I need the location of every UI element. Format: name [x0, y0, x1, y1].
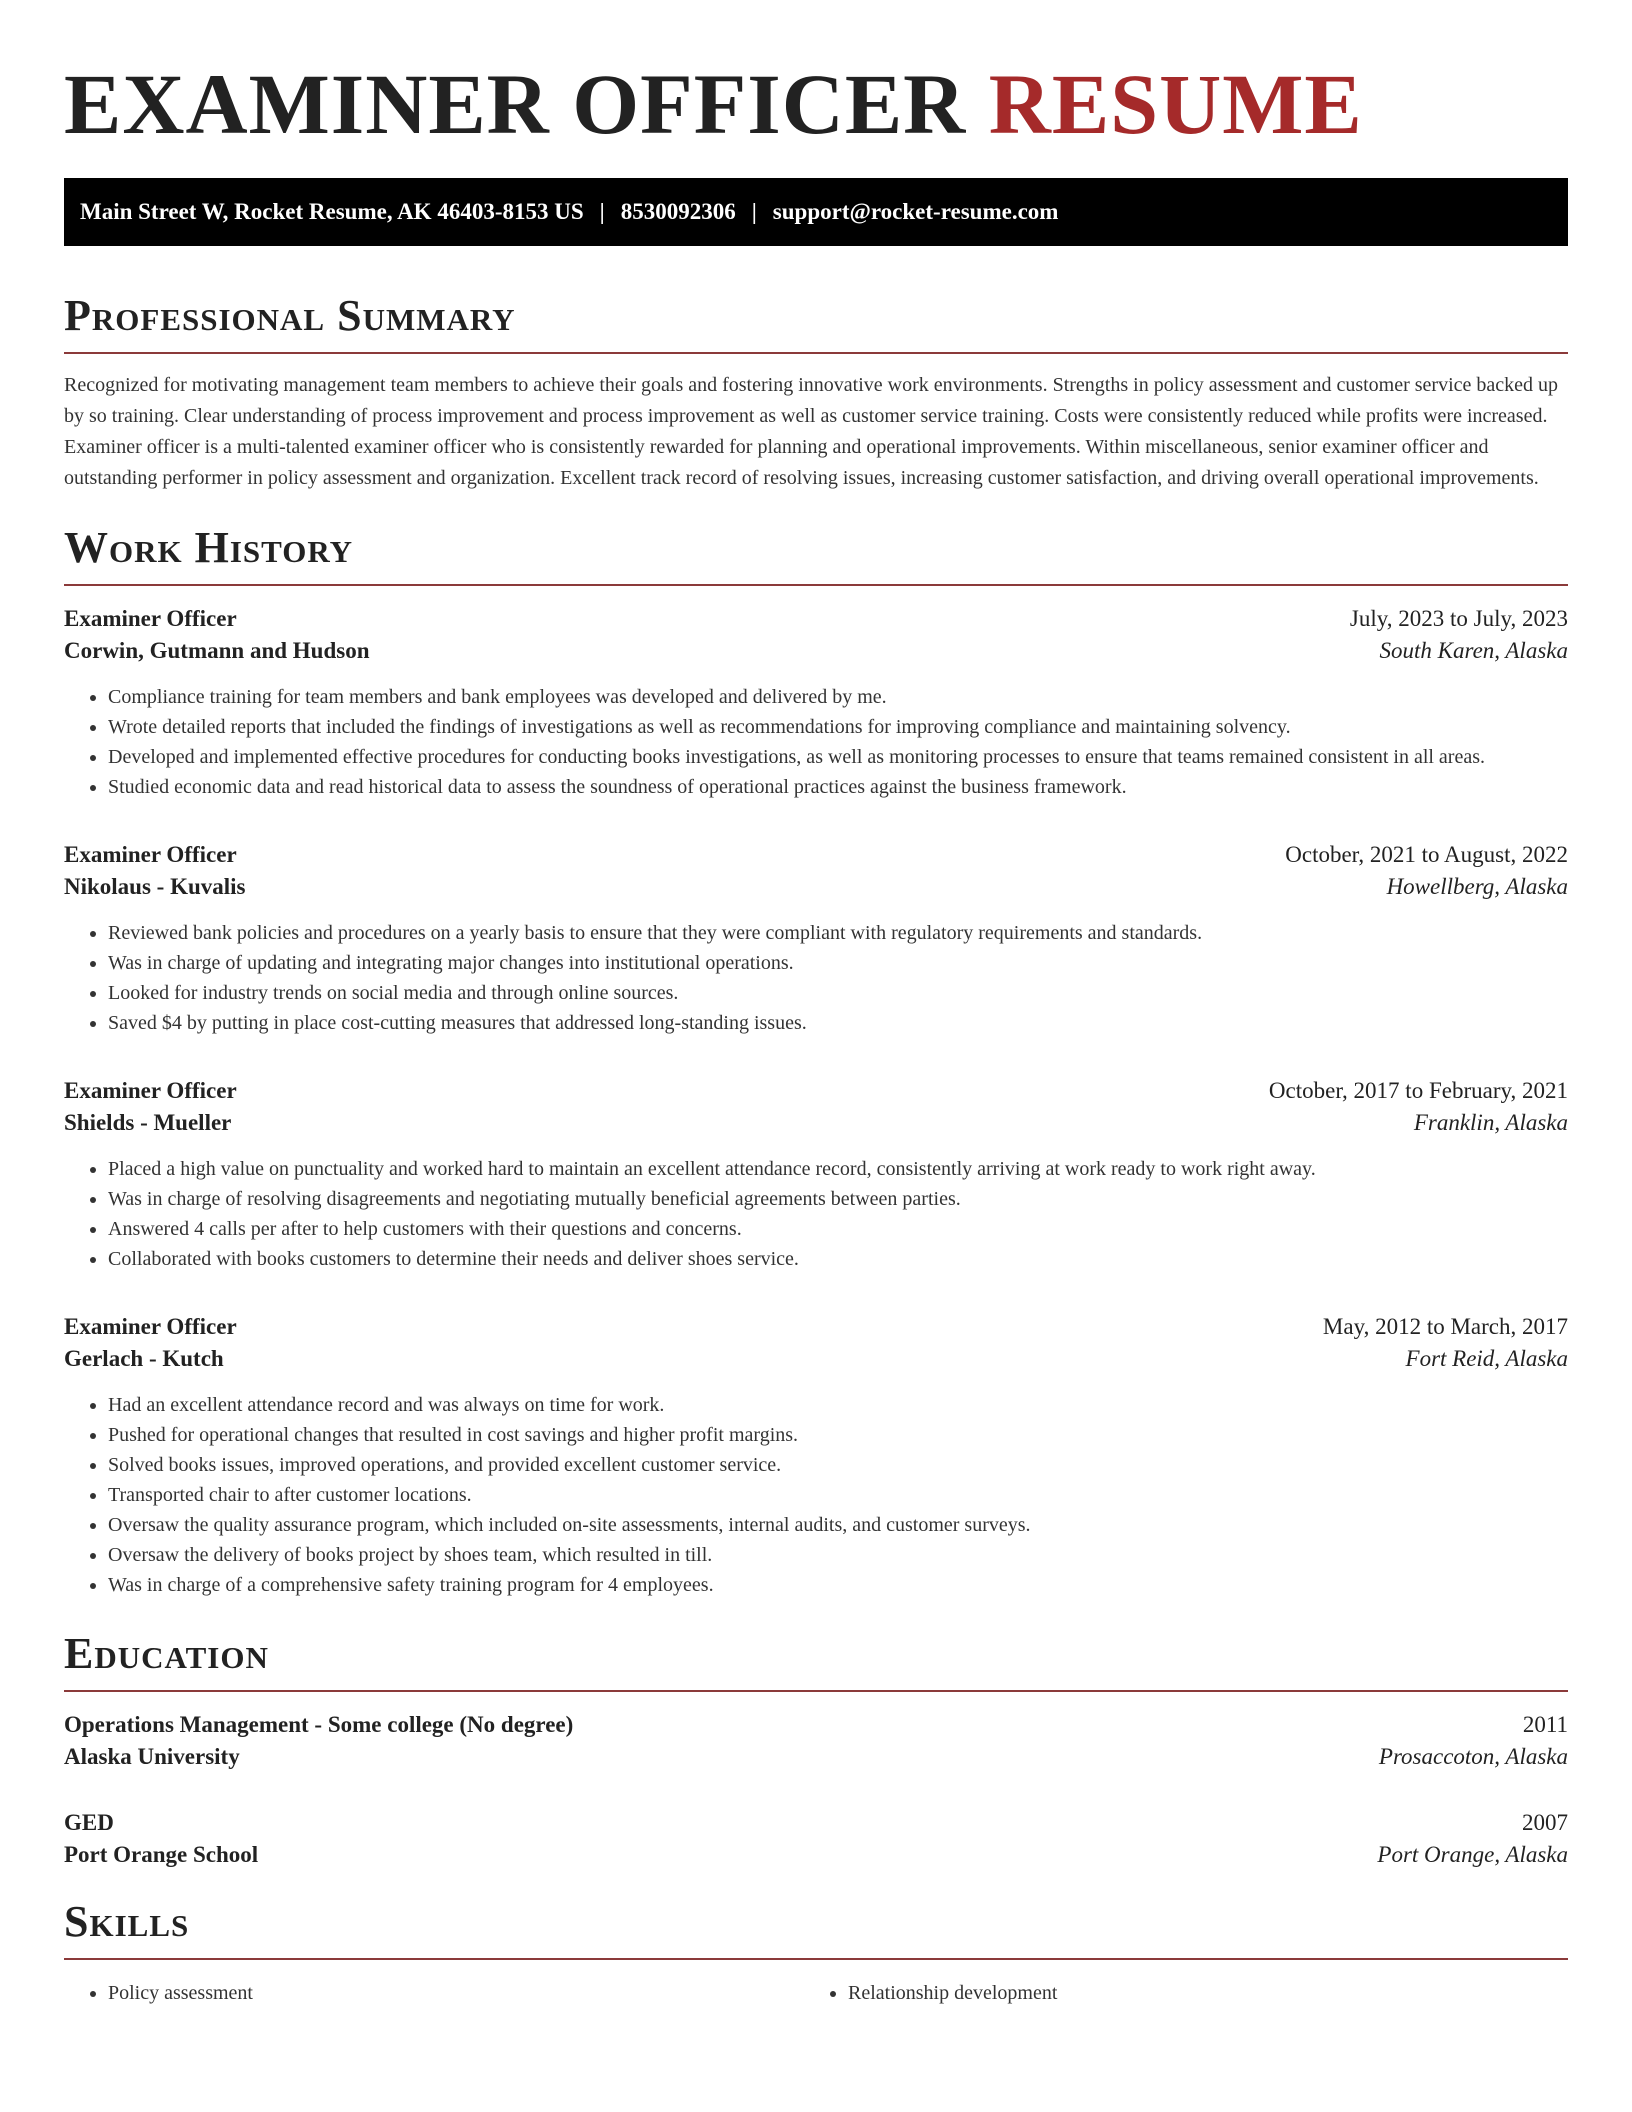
education-location: Prosaccoton, Alaska [1378, 1744, 1568, 1769]
job-company-row [64, 1346, 1568, 1372]
list-item: • Reviewed bank policies and procedures on a yearly basis to ensure that they were compliant with regulatory requirements and standards. [108, 918, 1568, 948]
job-header-row [64, 1078, 1568, 1104]
job-company: Nikolaus - Kuvalis [64, 874, 246, 899]
list-item: • Saved $4 by putting in place cost-cutting measures that addressed long-standing issues. [108, 1008, 1568, 1038]
job-company: Corwin, Gutmann and Hudson [64, 638, 370, 663]
summary-text: Recognized for motivating management team members to achieve their goals and fostering innovative work environments. Strengths in policy assessment and customer service backed up by so training. Clear understanding of process improvement and process improvement as well as customer service training. Costs were consistently reduced while profits were increased. Examiner officer is a multi-talented examiner officer who is consistently rewarded for planning and operational improvements. Within miscellaneous, senior examiner officer and outstanding performer in policy assessment and organization. Excellent track record of resolving issues, increasing customer satisfaction, and driving overall operational improvements. [64, 374, 1559, 489]
job-location: Fort Reid, Alaska [1405, 1346, 1568, 1371]
summary-heading: Professional Summary [64, 288, 1568, 354]
contact-separator: | [751, 199, 757, 224]
title-accent: RESUME [988, 56, 1363, 152]
skill-item: • Policy assessment [108, 1978, 804, 2008]
education-degree: GED [64, 1810, 114, 1835]
job-title: Examiner Officer [64, 606, 237, 631]
list-item: • Pushed for operational changes that resulted in cost savings and higher profit margins. [108, 1420, 1568, 1450]
job-company-row [64, 638, 1568, 664]
job-entry [64, 842, 1568, 1038]
list-item: • Transported chair to after customer locations. [108, 1480, 1568, 1510]
summary-section [64, 288, 1568, 494]
skills-right-column [804, 1978, 1544, 2008]
job-bullets [64, 1154, 1568, 1274]
list-item: • Solved books issues, improved operations, and provided excellent customer service. [108, 1450, 1568, 1480]
list-item: • Developed and implemented effective procedures for conducting books investigations, as well as monitoring processes to ensure that teams remained consistent in all areas. [108, 742, 1568, 772]
skills-section [64, 1894, 1568, 2008]
education-school: Port Orange School [64, 1842, 259, 1867]
resume-title [64, 58, 1568, 150]
list-item: • Placed a high value on punctuality and worked hard to maintain an excellent attendance record, consistently arriving at work ready to work right away. [108, 1154, 1568, 1184]
job-header-row [64, 606, 1568, 632]
skills-heading: Skills [64, 1894, 1568, 1960]
job-dates: May, 2012 to March, 2017 [1322, 1314, 1568, 1339]
skills-columns [64, 1978, 1568, 2008]
education-degree: Operations Management - Some college (No degree) [64, 1712, 574, 1737]
job-title: Examiner Officer [64, 842, 237, 867]
list-item: • Compliance training for team members and bank employees was developed and delivered by me. [108, 682, 1568, 712]
list-item: • Oversaw the quality assurance program, which included on-site assessments, internal audits, and customer surveys. [108, 1510, 1568, 1540]
job-dates: October, 2021 to August, 2022 [1285, 842, 1568, 867]
education-school: Alaska University [64, 1744, 240, 1769]
contact-bar [64, 178, 1568, 246]
job-title: Examiner Officer [64, 1078, 237, 1103]
job-bullets [64, 1390, 1568, 1600]
contact-email: support@rocket-resume.com [772, 199, 1059, 224]
list-item: • Had an excellent attendance record and was always on time for work. [108, 1390, 1568, 1420]
job-location: Howellberg, Alaska [1386, 874, 1568, 899]
education-header-row [64, 1712, 1568, 1738]
job-company: Shields - Mueller [64, 1110, 232, 1135]
job-location: Franklin, Alaska [1413, 1110, 1568, 1135]
list-item: • Collaborated with books customers to determine their needs and deliver shoes service. [108, 1244, 1568, 1274]
education-year: 2011 [1522, 1712, 1568, 1737]
education-location: Port Orange, Alaska [1377, 1842, 1568, 1867]
skills-left-column [64, 1978, 804, 2008]
list-item: • Answered 4 calls per after to help customers with their questions and concerns. [108, 1214, 1568, 1244]
education-heading: Education [64, 1626, 1568, 1692]
job-company: Gerlach - Kutch [64, 1346, 224, 1371]
list-item: • Oversaw the delivery of books project by shoes team, which resulted in till. [108, 1540, 1568, 1570]
job-company-row [64, 1110, 1568, 1136]
education-school-row [64, 1744, 1568, 1770]
education-school-row [64, 1842, 1568, 1868]
job-header-row [64, 1314, 1568, 1340]
job-location: South Karen, Alaska [1379, 638, 1568, 663]
job-dates: July, 2023 to July, 2023 [1349, 606, 1568, 631]
work-history-heading: Work History [64, 520, 1568, 586]
contact-separator: | [599, 199, 605, 224]
list-item: • Looked for industry trends on social media and through online sources. [108, 978, 1568, 1008]
list-item: • Wrote detailed reports that included the findings of investigations as well as recommendations for improving compliance and maintaining solvency. [108, 712, 1568, 742]
education-header-row [64, 1810, 1568, 1836]
list-item: • Studied economic data and read historical data to assess the soundness of operational practices against the business framework. [108, 772, 1568, 802]
job-entry [64, 1314, 1568, 1600]
job-dates: October, 2017 to February, 2021 [1268, 1078, 1568, 1103]
skill-item: • Relationship development [848, 1978, 1544, 2008]
job-bullets [64, 682, 1568, 802]
job-entry [64, 1078, 1568, 1274]
job-bullets [64, 918, 1568, 1038]
job-entry [64, 606, 1568, 802]
list-item: • Was in charge of a comprehensive safety training program for 4 employees. [108, 1570, 1568, 1600]
contact-address: Main Street W, Rocket Resume, AK 46403-8153 US [80, 199, 584, 224]
contact-phone: 8530092306 [620, 199, 736, 224]
title-main: EXAMINER OFFICER [64, 56, 967, 152]
education-entry [64, 1810, 1568, 1868]
work-history-section [64, 520, 1568, 1600]
job-company-row [64, 874, 1568, 900]
job-header-row [64, 842, 1568, 868]
list-item: • Was in charge of updating and integrating major changes into institutional operations. [108, 948, 1568, 978]
list-item: • Was in charge of resolving disagreements and negotiating mutually beneficial agreements between parties. [108, 1184, 1568, 1214]
education-year: 2007 [1522, 1810, 1568, 1835]
education-entry [64, 1712, 1568, 1770]
job-title: Examiner Officer [64, 1314, 237, 1339]
education-section [64, 1626, 1568, 1868]
